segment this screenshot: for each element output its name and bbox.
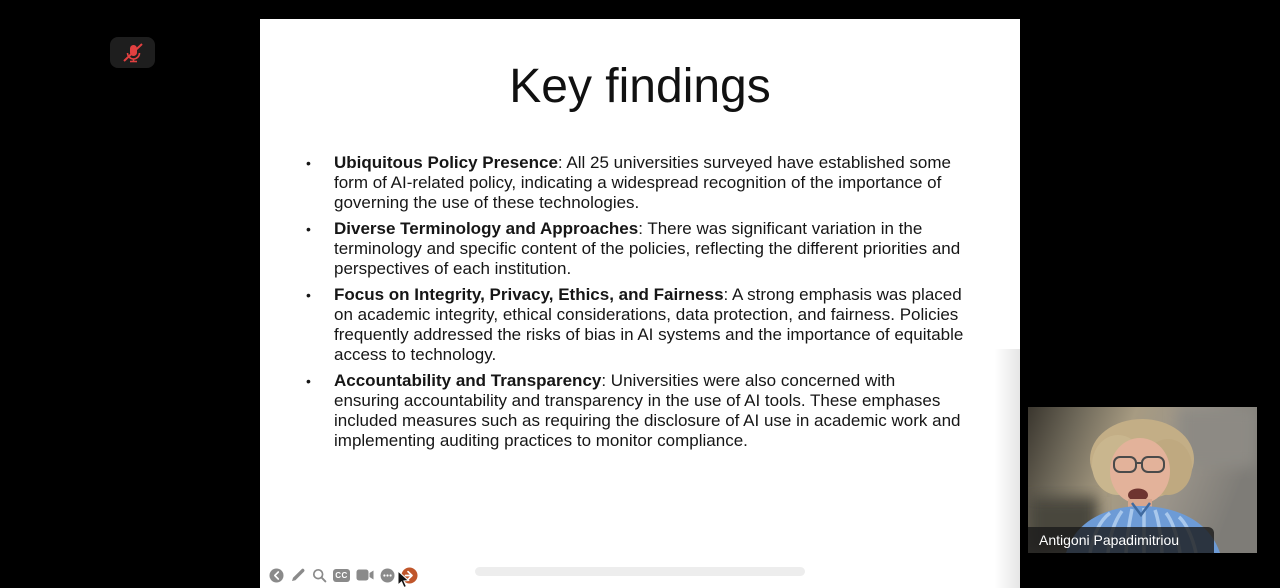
bullet-heading: Focus on Integrity, Privacy, Ethics, and Fairness xyxy=(334,285,724,304)
bullet-heading: Accountability and Transparency xyxy=(334,371,602,390)
bullet-marker: • xyxy=(306,373,311,389)
more-options-icon[interactable] xyxy=(380,568,395,583)
camera-icon[interactable] xyxy=(356,569,374,581)
bullet-item xyxy=(304,219,964,279)
annotate-pen-icon[interactable] xyxy=(290,567,306,583)
bullet-marker: • xyxy=(306,221,311,237)
bullet-heading: Ubiquitous Policy Presence xyxy=(334,153,558,172)
bullet-text: : There was significant variation in the terminology and specific content of the policies, reflecting the different priorities and perspectives of each institution. xyxy=(334,219,961,278)
horizontal-scrollbar[interactable] xyxy=(475,567,805,576)
mute-indicator[interactable] xyxy=(110,37,155,68)
participant-name-bar xyxy=(1028,527,1214,553)
next-slide-button[interactable] xyxy=(401,567,418,584)
bullet-item xyxy=(304,285,964,365)
bullet-text: : All 25 universities surveyed have established some form of AI-related policy, indicating a widespread recognition of the importance of governing the use of these technologies. xyxy=(334,153,952,212)
bullet-marker: • xyxy=(306,287,311,303)
bullet-item xyxy=(304,371,964,451)
bullet-text: : A strong emphasis was placed on academic integrity, ethical considerations, data protection, and fairness. Policies frequently addressed the risks of bias in AI systems and the importance of equitable access to technology. xyxy=(334,285,964,364)
closed-captions-icon[interactable]: CC xyxy=(333,569,350,582)
mic-muted-icon xyxy=(120,42,146,64)
participant-video-tile[interactable] xyxy=(1028,407,1257,553)
presentation-toolbar xyxy=(269,566,418,584)
slide-title: Key findings xyxy=(509,60,771,113)
bullet-text: : Universities were also concerned with ensuring accountability and transparency in the use of AI tools. These emphases included measures such as requiring the disclosure of AI use in academic work and implementing auditing practices to monitor compliance. xyxy=(334,371,961,450)
bullet-marker: • xyxy=(306,155,311,171)
previous-slide-button[interactable] xyxy=(269,568,284,583)
search-icon[interactable] xyxy=(312,568,327,583)
slide-bullet-list xyxy=(304,153,964,457)
bullet-item xyxy=(304,153,964,213)
participant-name: Antigoni Papadimitriou xyxy=(1039,532,1180,548)
slide-edge-shadow xyxy=(994,349,1020,588)
bullet-heading: Diverse Terminology and Approaches xyxy=(334,219,639,238)
shared-slide xyxy=(260,19,1020,588)
